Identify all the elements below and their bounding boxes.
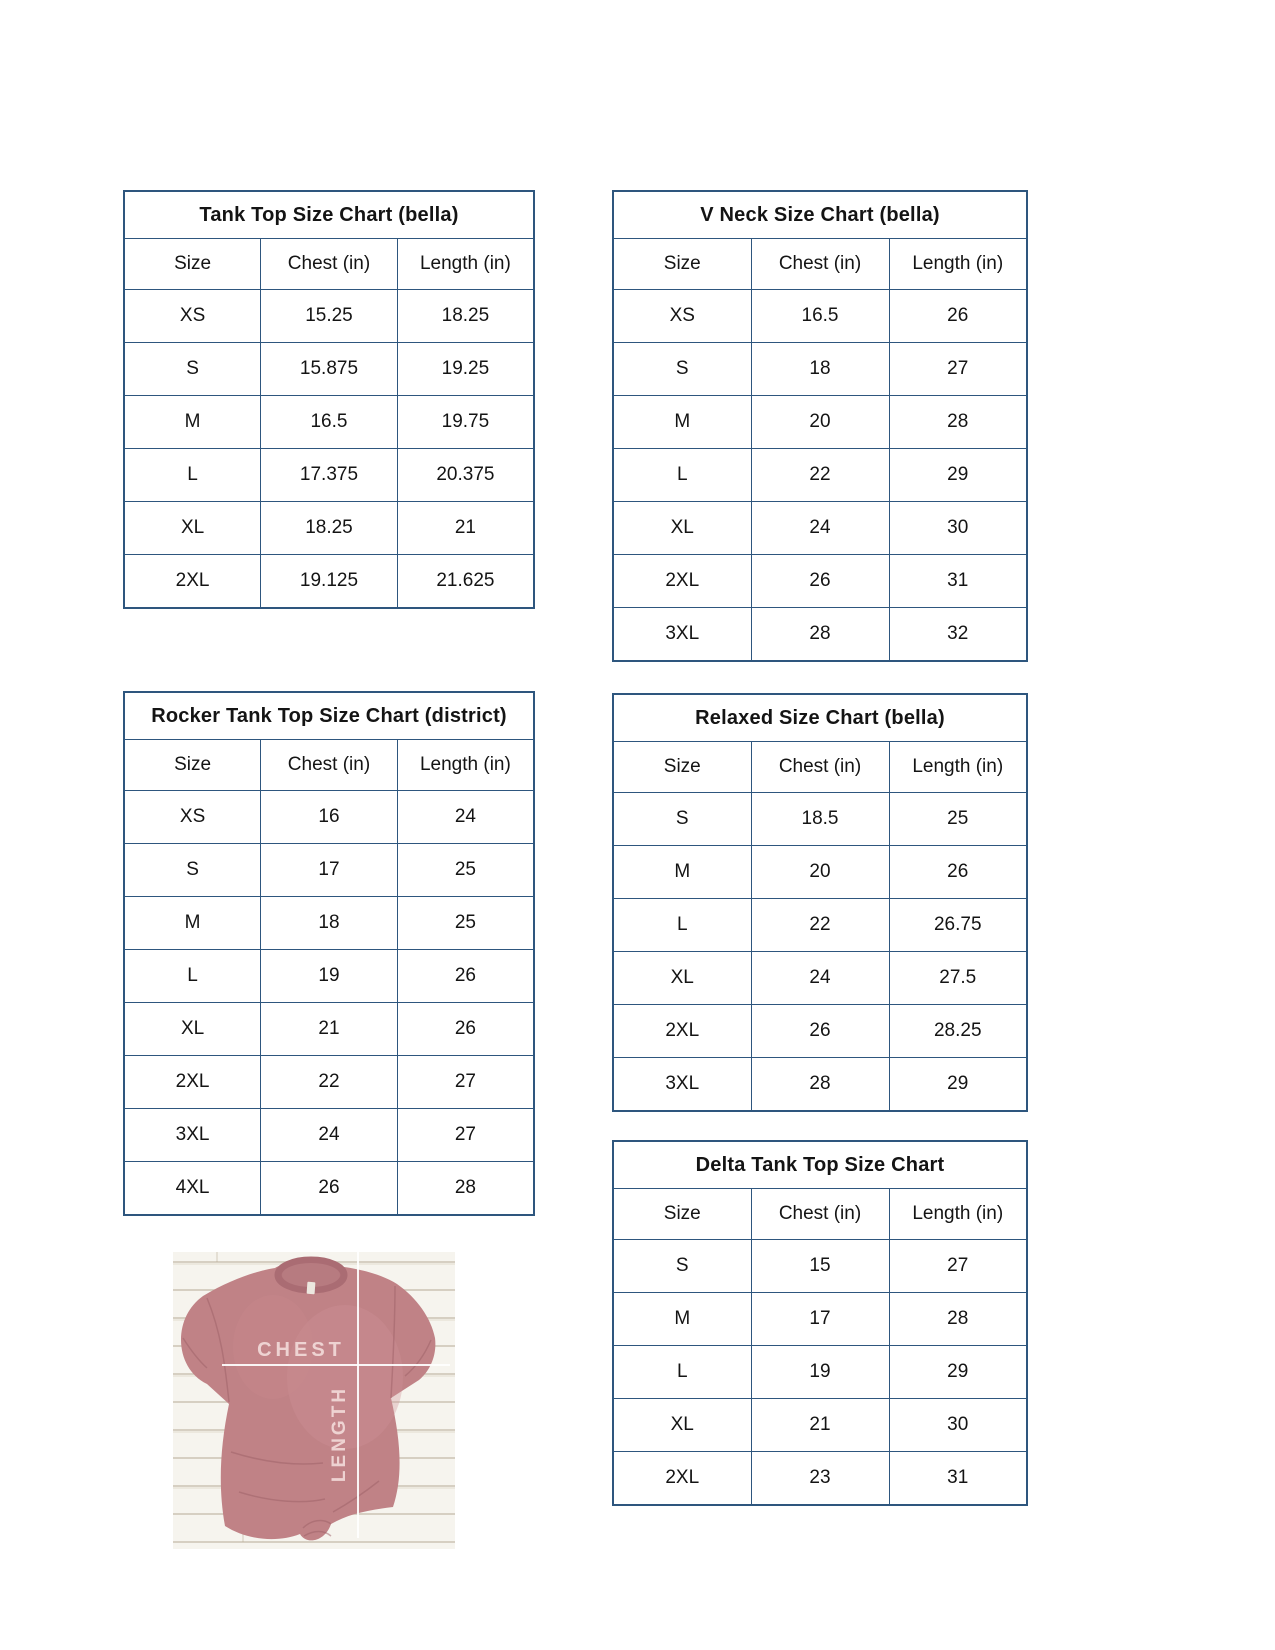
length-cell: 30 [889, 1399, 1027, 1452]
chest-cell: 23 [751, 1452, 889, 1506]
length-cell: 20.375 [397, 449, 534, 502]
column-header: Chest (in) [751, 742, 889, 793]
chest-cell: 20 [751, 396, 889, 449]
length-cell: 28 [889, 396, 1027, 449]
table-row [124, 343, 534, 396]
size-cell: L [124, 950, 261, 1003]
chest-cell: 22 [751, 899, 889, 952]
chest-cell: 15.25 [261, 290, 398, 343]
table-row [613, 1346, 1027, 1399]
column-header: Length (in) [397, 740, 534, 791]
size-cell: 2XL [613, 555, 751, 608]
chest-cell: 24 [261, 1109, 398, 1162]
table-row [613, 1399, 1027, 1452]
table-row [124, 290, 534, 343]
v-neck-grid [612, 190, 1028, 662]
chest-cell: 26 [751, 555, 889, 608]
size-cell: L [124, 449, 261, 502]
length-cell: 29 [889, 449, 1027, 502]
length-cell: 26 [889, 290, 1027, 343]
table-row [613, 952, 1027, 1005]
table-row [613, 396, 1027, 449]
length-cell: 29 [889, 1346, 1027, 1399]
size-cell: M [124, 897, 261, 950]
chest-cell: 24 [751, 502, 889, 555]
table-row [613, 608, 1027, 662]
chest-cell: 16.5 [751, 290, 889, 343]
table-row [124, 449, 534, 502]
column-header: Size [124, 239, 261, 290]
table-row [124, 502, 534, 555]
delta-tank-top-size-table [612, 1140, 1028, 1506]
length-cell: 31 [889, 555, 1027, 608]
chest-cell: 22 [751, 449, 889, 502]
size-cell: XL [613, 1399, 751, 1452]
length-cell: 32 [889, 608, 1027, 662]
size-cell: L [613, 1346, 751, 1399]
table-row [124, 1162, 534, 1216]
size-cell: S [124, 844, 261, 897]
length-cell: 27 [889, 1240, 1027, 1293]
chest-cell: 24 [751, 952, 889, 1005]
size-cell: XL [613, 502, 751, 555]
v-neck-size-table [612, 190, 1028, 662]
length-cell: 19.25 [397, 343, 534, 396]
size-cell: 2XL [613, 1452, 751, 1506]
table-row [613, 1293, 1027, 1346]
column-header: Length (in) [397, 239, 534, 290]
chest-cell: 19 [751, 1346, 889, 1399]
length-cell: 21 [397, 502, 534, 555]
length-cell: 27 [397, 1109, 534, 1162]
table-title: Relaxed Size Chart (bella) [613, 694, 1027, 742]
size-cell: 4XL [124, 1162, 261, 1216]
size-cell: XL [613, 952, 751, 1005]
chest-cell: 26 [751, 1005, 889, 1058]
size-cell: XS [124, 791, 261, 844]
length-cell: 27.5 [889, 952, 1027, 1005]
chest-cell: 17 [261, 844, 398, 897]
length-cell: 28.25 [889, 1005, 1027, 1058]
length-cell: 27 [397, 1056, 534, 1109]
chest-cell: 20 [751, 846, 889, 899]
chest-cell: 18.25 [261, 502, 398, 555]
size-cell: S [613, 343, 751, 396]
length-cell: 21.625 [397, 555, 534, 609]
column-header: Length (in) [889, 239, 1027, 290]
length-cell: 28 [397, 1162, 534, 1216]
table-row [613, 290, 1027, 343]
chest-cell: 18 [751, 343, 889, 396]
table-title: V Neck Size Chart (bella) [613, 191, 1027, 239]
size-cell: XS [124, 290, 261, 343]
table-row [124, 396, 534, 449]
size-cell: L [613, 899, 751, 952]
length-cell: 25 [397, 897, 534, 950]
tank-top-grid [123, 190, 535, 609]
length-cell: 24 [397, 791, 534, 844]
chest-cell: 21 [261, 1003, 398, 1056]
chest-cell: 18 [261, 897, 398, 950]
size-cell: XL [124, 502, 261, 555]
length-cell: 26 [397, 1003, 534, 1056]
table-row [613, 1452, 1027, 1506]
length-cell: 31 [889, 1452, 1027, 1506]
length-cell: 26 [889, 846, 1027, 899]
table-row [613, 1005, 1027, 1058]
table-row [124, 1056, 534, 1109]
size-cell: 2XL [613, 1005, 751, 1058]
table-row [613, 502, 1027, 555]
table-title: Rocker Tank Top Size Chart (district) [124, 692, 534, 740]
table-row [613, 343, 1027, 396]
size-cell: M [124, 396, 261, 449]
table-row [124, 844, 534, 897]
size-cell: 2XL [124, 1056, 261, 1109]
size-cell: 3XL [613, 608, 751, 662]
column-header: Size [124, 740, 261, 791]
size-cell: S [613, 1240, 751, 1293]
table-row [124, 791, 534, 844]
size-cell: M [613, 846, 751, 899]
column-header: Chest (in) [751, 239, 889, 290]
chest-label: CHEST [257, 1339, 345, 1361]
table-row [613, 793, 1027, 846]
delta-tank-top-grid [612, 1140, 1028, 1506]
chest-cell: 28 [751, 1058, 889, 1112]
rocker-tank-top-size-table [123, 691, 535, 1216]
table-row [613, 555, 1027, 608]
length-cell: 30 [889, 502, 1027, 555]
column-header: Size [613, 1189, 751, 1240]
size-cell: XS [613, 290, 751, 343]
table-title: Tank Top Size Chart (bella) [124, 191, 534, 239]
table-row [124, 1109, 534, 1162]
table-row [124, 1003, 534, 1056]
chest-cell: 19 [261, 950, 398, 1003]
size-cell: M [613, 1293, 751, 1346]
table-row [124, 897, 534, 950]
size-cell: 3XL [124, 1109, 261, 1162]
size-cell: S [613, 793, 751, 846]
chest-cell: 15 [751, 1240, 889, 1293]
column-header: Length (in) [889, 1189, 1027, 1240]
length-cell: 26.75 [889, 899, 1027, 952]
rocker-tank-top-grid [123, 691, 535, 1216]
table-row [613, 899, 1027, 952]
table-row [613, 846, 1027, 899]
size-cell: M [613, 396, 751, 449]
chest-cell: 18.5 [751, 793, 889, 846]
chest-cell: 16.5 [261, 396, 398, 449]
column-header: Size [613, 742, 751, 793]
chest-cell: 17 [751, 1293, 889, 1346]
table-row [124, 555, 534, 609]
size-cell: L [613, 449, 751, 502]
chest-cell: 28 [751, 608, 889, 662]
shirt-measurement-illustration [173, 1252, 455, 1549]
chest-cell: 15.875 [261, 343, 398, 396]
length-cell: 25 [397, 844, 534, 897]
length-label: LENGTH [329, 1385, 350, 1483]
length-cell: 27 [889, 343, 1027, 396]
table-row [124, 950, 534, 1003]
length-cell: 29 [889, 1058, 1027, 1112]
tank-top-size-table [123, 190, 535, 609]
column-header: Chest (in) [261, 239, 398, 290]
size-cell: 3XL [613, 1058, 751, 1112]
length-cell: 19.75 [397, 396, 534, 449]
chest-cell: 19.125 [261, 555, 398, 609]
column-header: Chest (in) [261, 740, 398, 791]
chest-cell: 17.375 [261, 449, 398, 502]
length-cell: 18.25 [397, 290, 534, 343]
column-header: Length (in) [889, 742, 1027, 793]
neck-tag [307, 1282, 316, 1295]
table-title: Delta Tank Top Size Chart [613, 1141, 1027, 1189]
shirt-measurement-photo [173, 1252, 455, 1549]
size-cell: XL [124, 1003, 261, 1056]
size-cell: S [124, 343, 261, 396]
table-row [613, 1240, 1027, 1293]
chest-cell: 22 [261, 1056, 398, 1109]
table-row [613, 449, 1027, 502]
relaxed-size-table [612, 693, 1028, 1112]
length-cell: 25 [889, 793, 1027, 846]
table-row [613, 1058, 1027, 1112]
length-cell: 26 [397, 950, 534, 1003]
chest-cell: 26 [261, 1162, 398, 1216]
relaxed-grid [612, 693, 1028, 1112]
length-cell: 28 [889, 1293, 1027, 1346]
size-cell: 2XL [124, 555, 261, 609]
chest-cell: 16 [261, 791, 398, 844]
column-header: Size [613, 239, 751, 290]
column-header: Chest (in) [751, 1189, 889, 1240]
chest-cell: 21 [751, 1399, 889, 1452]
